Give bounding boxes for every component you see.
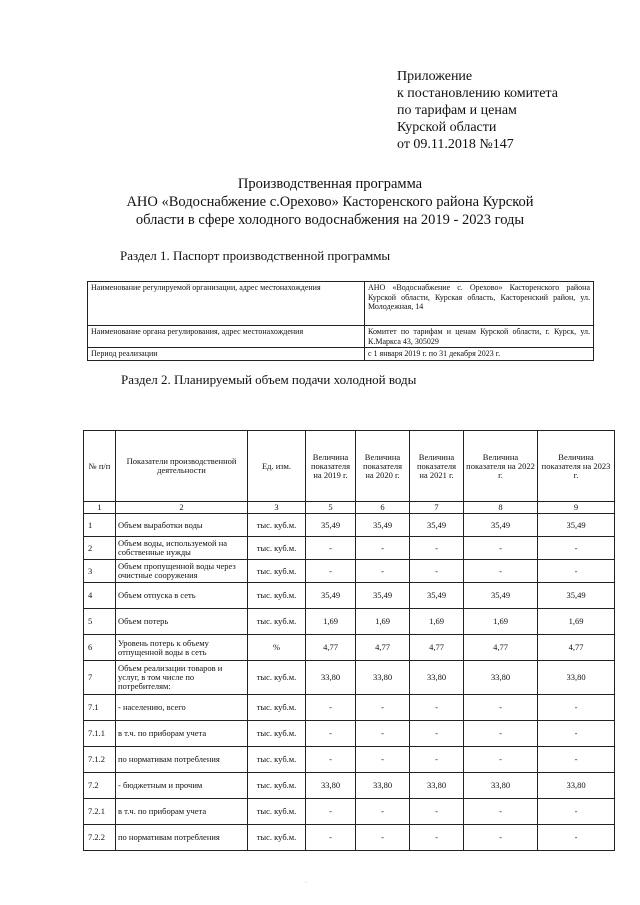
row-number: 7.2.2 (84, 825, 116, 851)
table-row (84, 560, 615, 583)
value-cell: 35,49 (306, 583, 356, 609)
value-cell: - (538, 695, 615, 721)
value-cell: - (464, 721, 538, 747)
value-cell: - (356, 721, 410, 747)
row-number: 7.1.1 (84, 721, 116, 747)
column-header: Ед. изм. (248, 431, 306, 502)
row-name: Объем выработки воды (116, 514, 248, 537)
column-index: 7 (410, 502, 464, 514)
value-cell: - (410, 721, 464, 747)
value-cell: - (538, 537, 615, 560)
table-row (84, 583, 615, 609)
appendix-line: Приложение (397, 69, 473, 84)
value-cell: 35,49 (410, 583, 464, 609)
row-unit: тыс. куб.м. (248, 609, 306, 635)
row-number: 5 (84, 609, 116, 635)
value-cell: 33,80 (410, 773, 464, 799)
value-cell: - (356, 799, 410, 825)
title-line: Производственная программа (237, 176, 423, 192)
appendix-block (397, 68, 627, 153)
value-cell: 1,69 (410, 609, 464, 635)
value-cell: 35,49 (538, 583, 615, 609)
row-unit: тыс. куб.м. (248, 799, 306, 825)
row-name: в т.ч. по приборам учета (116, 799, 248, 825)
row-number: 6 (84, 635, 116, 661)
table-row (84, 661, 615, 695)
passport-label: Наименование регулируемой организации, адрес местонахождения (88, 282, 365, 326)
index-row (84, 502, 615, 514)
column-header: Величина показателя на 2023 г. (538, 431, 615, 502)
value-cell: - (464, 695, 538, 721)
column-index: 2 (116, 502, 248, 514)
value-cell: 1,69 (538, 609, 615, 635)
row-unit: тыс. куб.м. (248, 825, 306, 851)
row-number: 7.1 (84, 695, 116, 721)
value-cell: 4,77 (306, 635, 356, 661)
row-unit: тыс. куб.м. (248, 773, 306, 799)
value-cell: - (538, 747, 615, 773)
column-header: Величина показателя на 2022 г. (464, 431, 538, 502)
value-cell: 33,80 (464, 773, 538, 799)
value-cell: - (538, 799, 615, 825)
value-cell: - (306, 537, 356, 560)
value-cell: 35,49 (410, 514, 464, 537)
row-number: 7 (84, 661, 116, 695)
table-row (88, 282, 594, 326)
value-cell: - (356, 695, 410, 721)
table-row (88, 326, 594, 348)
column-index: 9 (538, 502, 615, 514)
value-cell: 4,77 (464, 635, 538, 661)
value-cell: - (410, 825, 464, 851)
value-cell: - (410, 537, 464, 560)
title-line: АНО «Водоснабжение с.Орехово» Касторенского района Курской (126, 194, 534, 210)
column-index: 6 (356, 502, 410, 514)
row-name: по нормативам потребления (116, 825, 248, 851)
value-cell: - (306, 721, 356, 747)
value-cell: 35,49 (464, 583, 538, 609)
row-number: 7.2 (84, 773, 116, 799)
column-index: 5 (306, 502, 356, 514)
row-number: 1 (84, 514, 116, 537)
value-cell: - (410, 747, 464, 773)
scan-dot: · (305, 880, 307, 886)
value-cell: 33,80 (356, 661, 410, 695)
column-header: Величина показателя на 2021 г. (410, 431, 464, 502)
row-unit: тыс. куб.м. (248, 514, 306, 537)
value-cell: - (306, 799, 356, 825)
row-number: 3 (84, 560, 116, 583)
table-row (84, 609, 615, 635)
row-number: 2 (84, 537, 116, 560)
value-cell: - (356, 537, 410, 560)
value-cell: - (464, 747, 538, 773)
volume-table (83, 430, 615, 851)
value-cell: 35,49 (464, 514, 538, 537)
row-number: 7.2.1 (84, 799, 116, 825)
row-unit: тыс. куб.м. (248, 661, 306, 695)
row-name: Объем воды, используемой на собственные нужды (116, 537, 248, 560)
appendix-line: Курской области (397, 120, 497, 135)
passport-table (87, 281, 594, 361)
table-row (84, 537, 615, 560)
value-cell: - (410, 695, 464, 721)
passport-label: Наименование органа регулирования, адрес местонахождения (88, 326, 365, 348)
value-cell: - (356, 747, 410, 773)
column-index: 1 (84, 502, 116, 514)
row-name: Уровень потерь к объему отпущенной воды в сеть (116, 635, 248, 661)
row-name: - населению, всего (116, 695, 248, 721)
row-name: Объем отпуска в сеть (116, 583, 248, 609)
column-index: 8 (464, 502, 538, 514)
row-number: 7.1.2 (84, 747, 116, 773)
row-number: 4 (84, 583, 116, 609)
column-header: Величина показателя на 2020 г. (356, 431, 410, 502)
table-row (84, 799, 615, 825)
table-row (84, 773, 615, 799)
table-row (84, 721, 615, 747)
value-cell: 33,80 (306, 773, 356, 799)
title-line: области в сфере холодного водоснабжения на 2019 - 2023 годы (135, 212, 525, 228)
value-cell: 33,80 (410, 661, 464, 695)
value-cell: - (410, 560, 464, 583)
row-name: по нормативам потребления (116, 747, 248, 773)
passport-value: Комитет по тарифам и ценам Курской области, г. Курск, ул. К.Маркса 43, 305029 (365, 326, 594, 348)
table-row (84, 747, 615, 773)
row-name: Объем потерь (116, 609, 248, 635)
value-cell: 33,80 (538, 661, 615, 695)
row-unit: % (248, 635, 306, 661)
passport-value: с 1 января 2019 г. по 31 декабря 2023 г. (365, 348, 594, 361)
row-name: в т.ч. по приборам учета (116, 721, 248, 747)
value-cell: - (464, 560, 538, 583)
value-cell: - (538, 721, 615, 747)
row-unit: тыс. куб.м. (248, 537, 306, 560)
value-cell: 35,49 (538, 514, 615, 537)
appendix-line: от 09.11.2018 №147 (397, 137, 514, 152)
value-cell: 35,49 (306, 514, 356, 537)
passport-value: АНО «Водоснабжение с. Орехово» Касторенского района Курской области, Курская область, Касторенский район, ул. Молодежная, 14 (365, 282, 594, 326)
column-header: Показатели производственной деятельности (116, 431, 248, 502)
value-cell: - (306, 695, 356, 721)
row-name: Объем пропущенной воды через очистные сооружения (116, 560, 248, 583)
table-row (84, 695, 615, 721)
table-row (84, 635, 615, 661)
row-name: Объем реализации товаров и услуг, в том числе по потребителям: (116, 661, 248, 695)
section1-heading: Раздел 1. Паспорт производственной программы (120, 248, 391, 263)
value-cell: - (356, 825, 410, 851)
row-unit: тыс. куб.м. (248, 721, 306, 747)
row-unit: тыс. куб.м. (248, 583, 306, 609)
value-cell: - (306, 825, 356, 851)
value-cell: - (410, 799, 464, 825)
column-header: № п/п (84, 431, 116, 502)
value-cell: - (464, 825, 538, 851)
row-unit: тыс. куб.м. (248, 560, 306, 583)
value-cell: 33,80 (538, 773, 615, 799)
value-cell: 33,80 (356, 773, 410, 799)
column-header: Величина показателя на 2019 г. (306, 431, 356, 502)
value-cell: - (538, 825, 615, 851)
table-row (84, 825, 615, 851)
header-row (84, 431, 615, 502)
value-cell: - (464, 799, 538, 825)
value-cell: - (538, 560, 615, 583)
document-title (70, 175, 590, 229)
section2-heading: Раздел 2. Планируемый объем подачи холодной воды (121, 372, 417, 387)
appendix-line: по тарифам и ценам (397, 103, 517, 118)
value-cell: 33,80 (306, 661, 356, 695)
table-row (84, 514, 615, 537)
value-cell: 1,69 (356, 609, 410, 635)
passport-label: Период реализации (88, 348, 365, 361)
appendix-line: к постановлению комитета (397, 86, 558, 101)
value-cell: 33,80 (464, 661, 538, 695)
table-row (88, 348, 594, 361)
value-cell: 4,77 (410, 635, 464, 661)
value-cell: 35,49 (356, 514, 410, 537)
value-cell: - (464, 537, 538, 560)
value-cell: - (306, 560, 356, 583)
row-name: - бюджетным и прочим (116, 773, 248, 799)
row-unit: тыс. куб.м. (248, 695, 306, 721)
column-index: 3 (248, 502, 306, 514)
value-cell: 35,49 (356, 583, 410, 609)
value-cell: - (306, 747, 356, 773)
value-cell: 1,69 (464, 609, 538, 635)
value-cell: 4,77 (356, 635, 410, 661)
row-unit: тыс. куб.м. (248, 747, 306, 773)
value-cell: 1,69 (306, 609, 356, 635)
value-cell: 4,77 (538, 635, 615, 661)
value-cell: - (356, 560, 410, 583)
